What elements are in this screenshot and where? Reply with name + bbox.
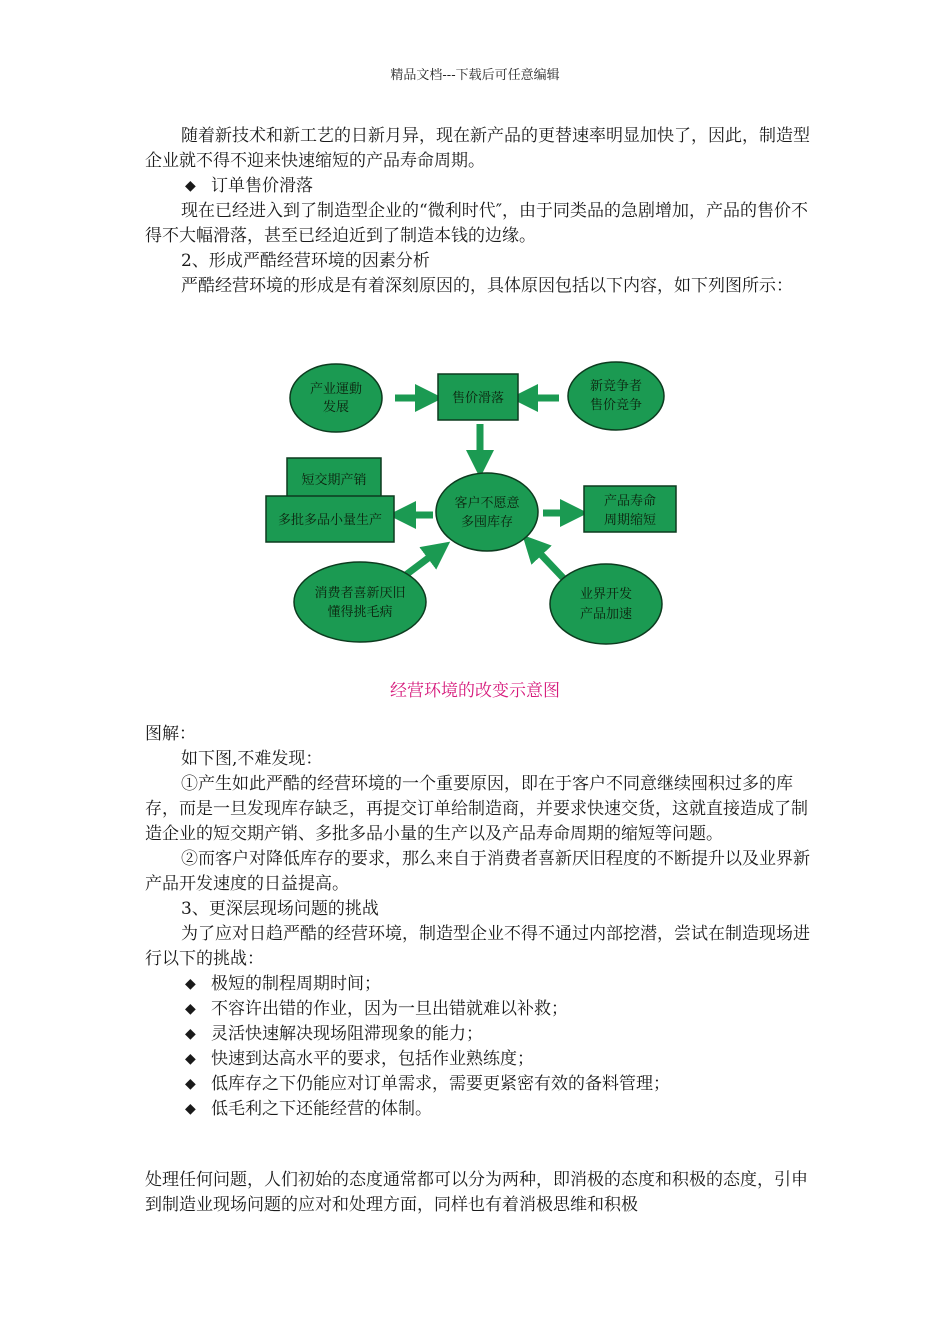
business-environment-diagram	[262, 352, 686, 652]
node-label: 多批多品小量生产	[277, 513, 383, 528]
node-label: 短交期产销	[301, 473, 367, 488]
intro-text-block	[145, 124, 810, 299]
paragraph: ②而客户对降低库存的要求，那么来自于消费者喜新厌旧程度的不断提升以及业界新产品开发速度的日益提高。	[145, 849, 810, 894]
diamond-bullet-icon: ◆	[185, 1026, 196, 1042]
node-industry-movement	[290, 364, 382, 432]
diamond-bullet-icon: ◆	[185, 1076, 196, 1092]
node-label: 新竞争者	[589, 379, 643, 394]
node-label: 懂得挑毛病	[327, 605, 393, 620]
node-label: 业界开发	[579, 587, 633, 602]
node-customer	[436, 473, 538, 551]
page-header: 精品文档---下载后可任意编辑	[390, 68, 560, 83]
paragraph: ①产生如此严酷的经营环境的一个重要原因，即在于客户不同意继续囤积过多的库存，而是一旦发现库存缺乏，再提交订单给制造商，并要求快速交货，这就直接造成了制造企业的短交期产销、多批多品小量的生产以及产品寿命周期的缩短等问题。	[145, 774, 808, 844]
bullet-text: 极短的制程周期时间；	[211, 974, 381, 994]
node-label: 售价竞争	[589, 398, 643, 413]
node-label: 客户不愿意	[454, 496, 520, 511]
section-heading: 3、更深层现场问题的挑战	[181, 899, 379, 919]
node-label: 多囤库存	[460, 515, 514, 530]
node-short-delivery	[287, 458, 381, 500]
bullet-item	[145, 972, 810, 997]
bullet-item	[145, 997, 810, 1022]
node-label: 售价滑落	[451, 391, 505, 406]
bullet-item	[145, 1022, 810, 1047]
node-industry-development	[550, 564, 662, 644]
node-label: 产品寿命	[603, 494, 657, 509]
node-label: 产业運動	[309, 382, 363, 397]
node-multi-batch	[266, 496, 394, 542]
node-product-life	[584, 486, 676, 532]
bullet-text: 不容许出错的作业，因为一旦出错就难以补救；	[211, 999, 568, 1019]
bullet-item	[145, 174, 810, 199]
explanation-text-block	[145, 722, 810, 1122]
paragraph: 处理任何问题，人们初始的态度通常都可以分为两种，即消极的态度和积极的态度，引申到制造业现场问题的应对和处理方面，同样也有着消极思维和积极	[145, 1170, 808, 1215]
paragraph: 随着新技术和新工艺的日新月异，现在新产品的更替速率明显加快了，因此，制造型企业就不得不迎来快速缩短的产品寿命周期。	[145, 126, 810, 171]
paragraph-label: 图解：	[145, 724, 196, 744]
node-label: 消费者喜新厌旧	[314, 586, 406, 601]
paragraph: 严酷经营环境的形成是有着深刻原因的，具体原因包括以下内容，如下列图所示：	[181, 276, 793, 296]
node-label: 产品加速	[579, 607, 633, 622]
diamond-bullet-icon: ◆	[185, 178, 196, 194]
bullet-item	[145, 1097, 810, 1122]
bullet-item	[145, 1047, 810, 1072]
diamond-bullet-icon: ◆	[185, 976, 196, 992]
diamond-bullet-icon: ◆	[185, 1001, 196, 1017]
arrow	[532, 545, 567, 582]
bullet-item	[145, 1072, 810, 1097]
closing-text-block	[145, 1168, 810, 1218]
bullet-text: 灵活快速解决现场阻滞现象的能力；	[211, 1024, 483, 1044]
node-label: 发展	[322, 400, 350, 415]
node-label: 周期缩短	[603, 513, 657, 528]
section-heading: 2、形成严酷经营环境的因素分析	[181, 251, 430, 271]
paragraph: 现在已经进入到了制造型企业的“微利时代″，由于同类品的急剧增加，产品的售价不得不大幅滑落，甚至已经迫近到了制造本钱的边缘。	[145, 201, 809, 246]
node-price-drop	[438, 374, 518, 420]
diagram-caption: 经营环境的改变示意图	[390, 681, 560, 701]
node-new-competitor	[568, 362, 664, 430]
diamond-bullet-icon: ◆	[185, 1101, 196, 1117]
bullet-text: 低库存之下仍能应对订单需求，需要更紧密有效的备料管理；	[211, 1074, 670, 1094]
diamond-bullet-icon: ◆	[185, 1051, 196, 1067]
bullet-text: 快速到达高水平的要求，包括作业熟练度；	[211, 1049, 534, 1069]
paragraph: 如下图,不难发现：	[181, 749, 323, 769]
bullet-text: 低毛利之下还能经营的体制。	[211, 1099, 432, 1119]
paragraph: 为了应对日趋严酷的经营环境，制造型企业不得不通过内部挖潜，尝试在制造现场进行以下的挑战：	[145, 924, 810, 969]
bullet-text: 订单售价滑落	[211, 176, 313, 196]
node-consumer	[294, 562, 426, 642]
